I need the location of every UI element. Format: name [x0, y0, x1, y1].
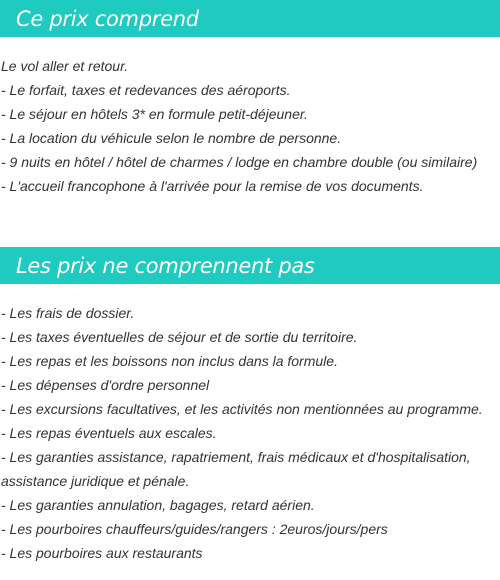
list-item: - 9 nuits en hôtel / hôtel de charmes / lodge en chambre double (ou similaire) [1, 154, 478, 170]
list-item: - Les garanties annulation, bagages, retard aérien. [1, 497, 315, 513]
excluded-header [0, 247, 500, 284]
list-item: - Les dépenses d'ordre personnel [1, 377, 210, 393]
included-header [0, 0, 500, 37]
included-section [0, 0, 500, 198]
list-item: Le vol aller et retour. [1, 58, 129, 74]
excluded-title: Les prix ne comprennent pas [16, 253, 315, 278]
list-item: - Le séjour en hôtels 3* en formule petit-déjeuner. [1, 106, 308, 122]
list-item: - Les taxes éventuelles de séjour et de sortie du territoire. [1, 329, 358, 345]
list-item: - La location du véhicule selon le nombre de personne. [1, 130, 342, 146]
list-item: - Les repas et les boissons non inclus dans la formule. [1, 353, 338, 369]
list-item: - Les frais de dossier. [1, 305, 135, 321]
excluded-list [0, 301, 500, 565]
list-item: - Les repas éventuels aux escales. [1, 425, 217, 441]
list-item: - Les pourboires chauffeurs/guides/rangers : 2euros/jours/pers [1, 521, 388, 537]
list-item: - L'accueil francophone à l'arrivée pour la remise de vos documents. [1, 178, 424, 194]
list-item: - Les pourboires aux restaurants [1, 545, 203, 561]
excluded-section [0, 247, 500, 565]
included-list [0, 54, 500, 198]
list-item: - Les excursions facultatives, et les activités non mentionnées au programme. [1, 401, 483, 417]
list-item: - Le forfait, taxes et redevances des aéroports. [1, 82, 291, 98]
list-item: - Les garanties assistance, rapatriement, frais médicaux et d'hospitalisation, assistance juridique et pénale. [1, 449, 471, 489]
included-title: Ce prix comprend [16, 6, 199, 31]
